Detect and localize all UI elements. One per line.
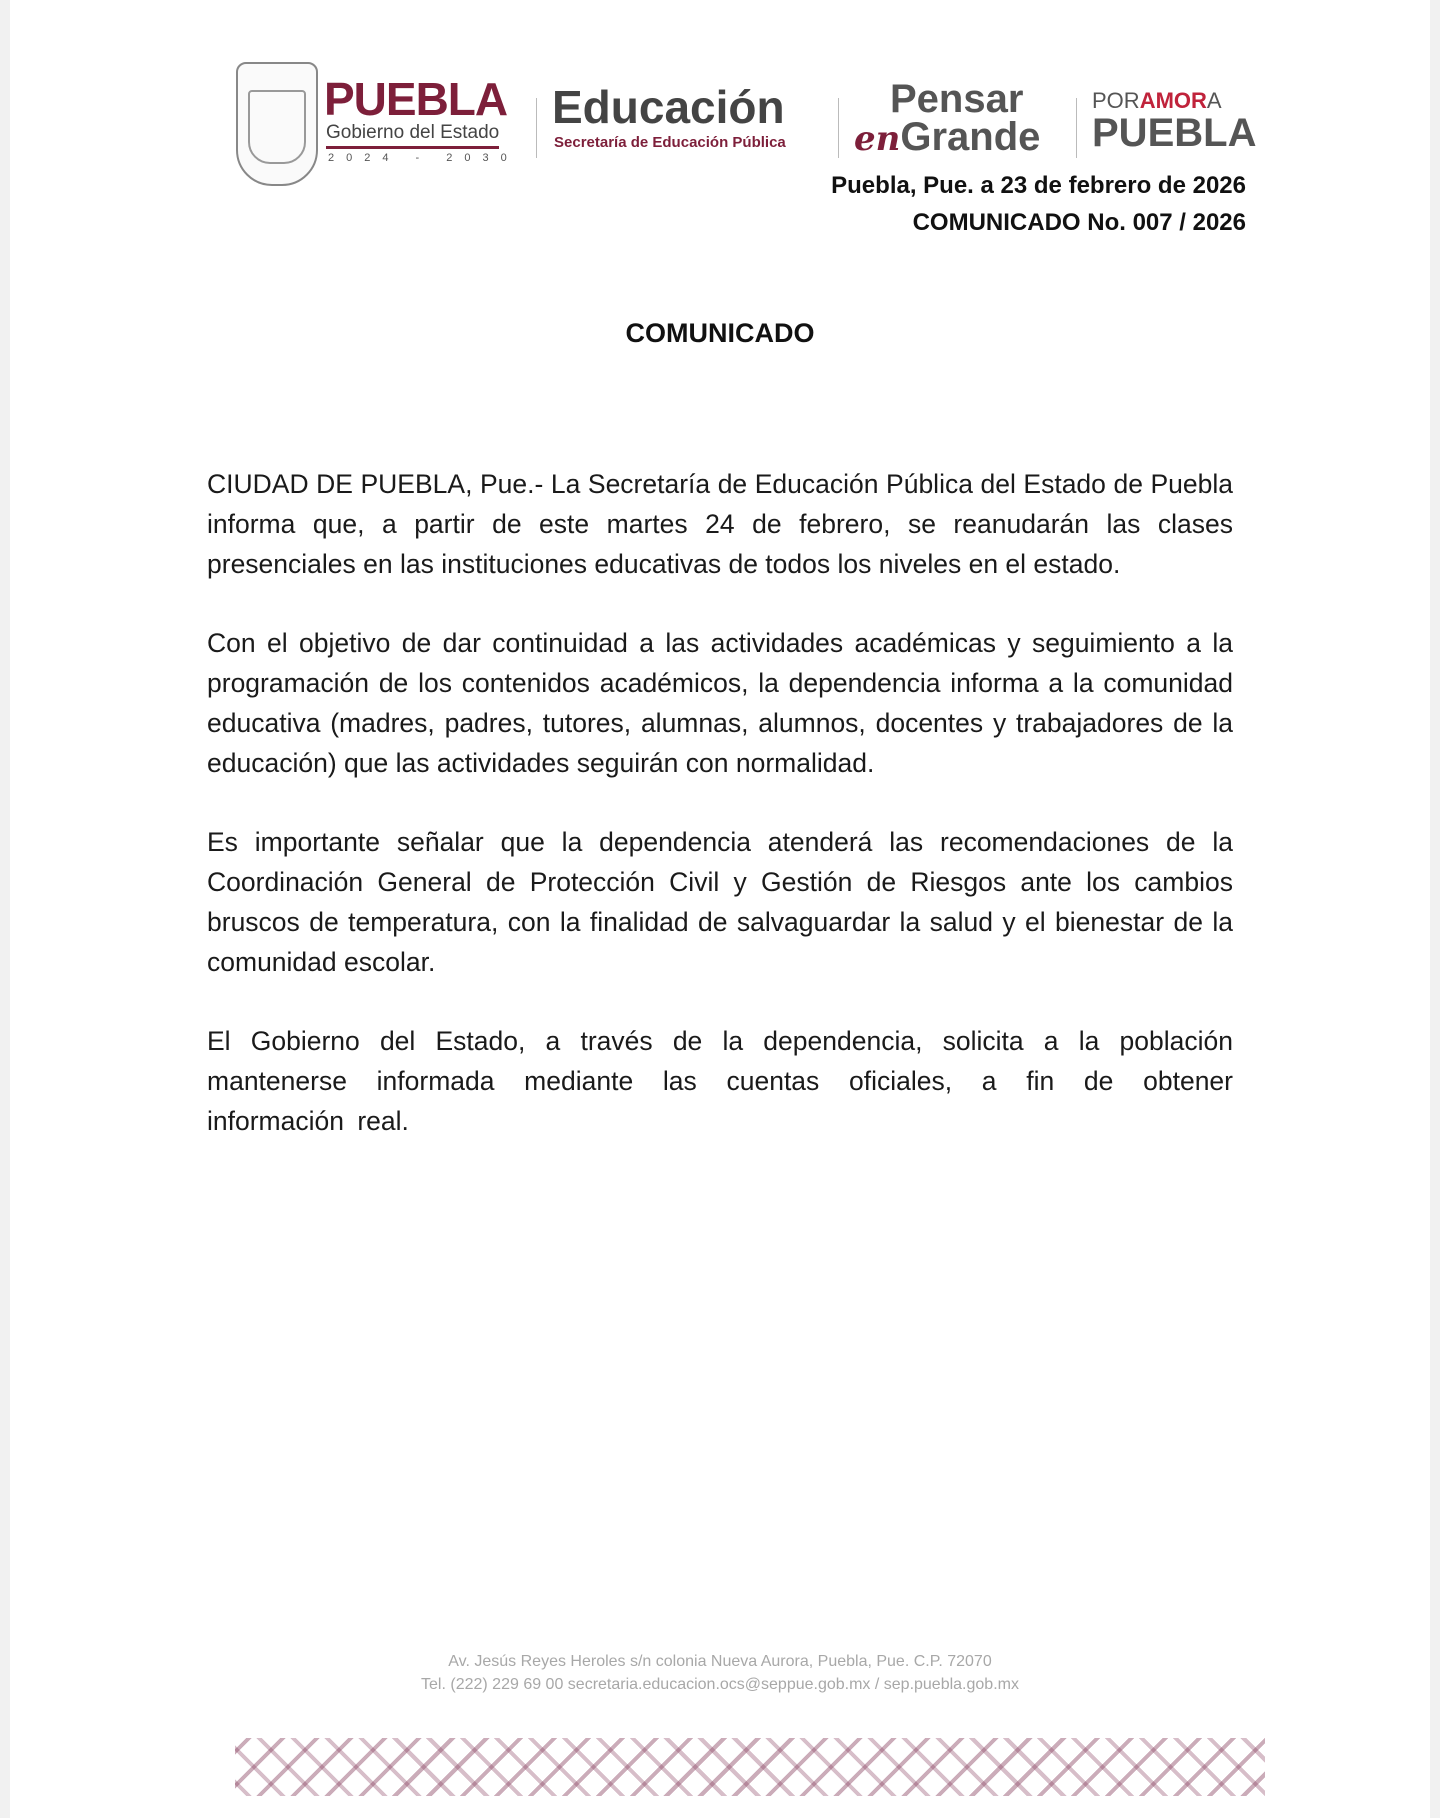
logo-secretaria: Secretaría de Educación Pública	[554, 134, 786, 151]
date-line: Puebla, Pue. a 23 de febrero de 2026	[831, 172, 1246, 199]
divider	[1076, 98, 1077, 158]
coat-of-arms-icon	[236, 62, 318, 186]
logo-educacion: Educación	[552, 81, 785, 133]
footer-contact: Tel. (222) 229 69 00 secretaria.educacion.ocs@seppue.gob.mx / sep.puebla.gob.mx	[421, 1676, 1019, 1693]
logo-gobierno: Gobierno del Estado	[326, 122, 499, 149]
document-page	[10, 0, 1430, 1818]
divider	[536, 98, 537, 158]
paragraph: Con el objetivo de dar continuidad a las actividades académicas y seguimiento a la programación de los contenidos académicos, la dependencia informa a la comunidad educativa (madres, padres, tutores, alumnas, alumnos, docentes y trabajadores de la educación) que las actividades seguirán con normalidad.	[207, 628, 1233, 778]
logo-en: en	[854, 119, 901, 159]
logo-por-amor-a-puebla	[1092, 88, 1257, 155]
document-meta	[831, 167, 1246, 241]
decorative-pattern	[235, 1738, 1265, 1796]
footer	[10, 1650, 1430, 1696]
logo-por: POR	[1092, 88, 1140, 113]
logo-pensar-en-grande	[854, 77, 1041, 159]
paragraph: Es importante señalar que la dependencia atenderá las recomendaciones de la Coordinación General de Protección Civil y Gestión de Riesgos ante los cambios bruscos de temperatura, con la finalidad de salvaguardar la salud y el bienestar de la comunidad escolar.	[207, 827, 1233, 977]
document-title: COMUNICADO	[625, 318, 815, 348]
divider	[838, 98, 839, 158]
logo-a: A	[1206, 88, 1222, 113]
logo-puebla: PUEBLA	[324, 73, 508, 125]
document-body	[207, 464, 1233, 1180]
communique-number: COMUNICADO No. 007 / 2026	[912, 209, 1246, 236]
logo-grande: Grande	[900, 115, 1041, 159]
paragraph: CIUDAD DE PUEBLA, Pue.- La Secretaría de Educación Pública del Estado de Puebla informa que, a partir de este martes 24 de febrero, se reanudarán las clases presenciales en las instituciones educativas de todos los niveles en el estado.	[207, 469, 1233, 579]
logo-puebla-2: PUEBLA	[1092, 111, 1257, 155]
logo-pensar: Pensar	[890, 77, 1024, 121]
paragraph: El Gobierno del Estado, a través de la dependencia, solicita a la población mantenerse informada mediante las cuentas oficiales, a fin de obtener información real.	[207, 1026, 1233, 1136]
logo-amor: AMOR	[1139, 88, 1207, 113]
footer-address: Av. Jesús Reyes Heroles s/n colonia Nueva Aurora, Puebla, Pue. C.P. 72070	[448, 1653, 992, 1670]
logo-years: 2024 - 2030	[328, 152, 519, 164]
